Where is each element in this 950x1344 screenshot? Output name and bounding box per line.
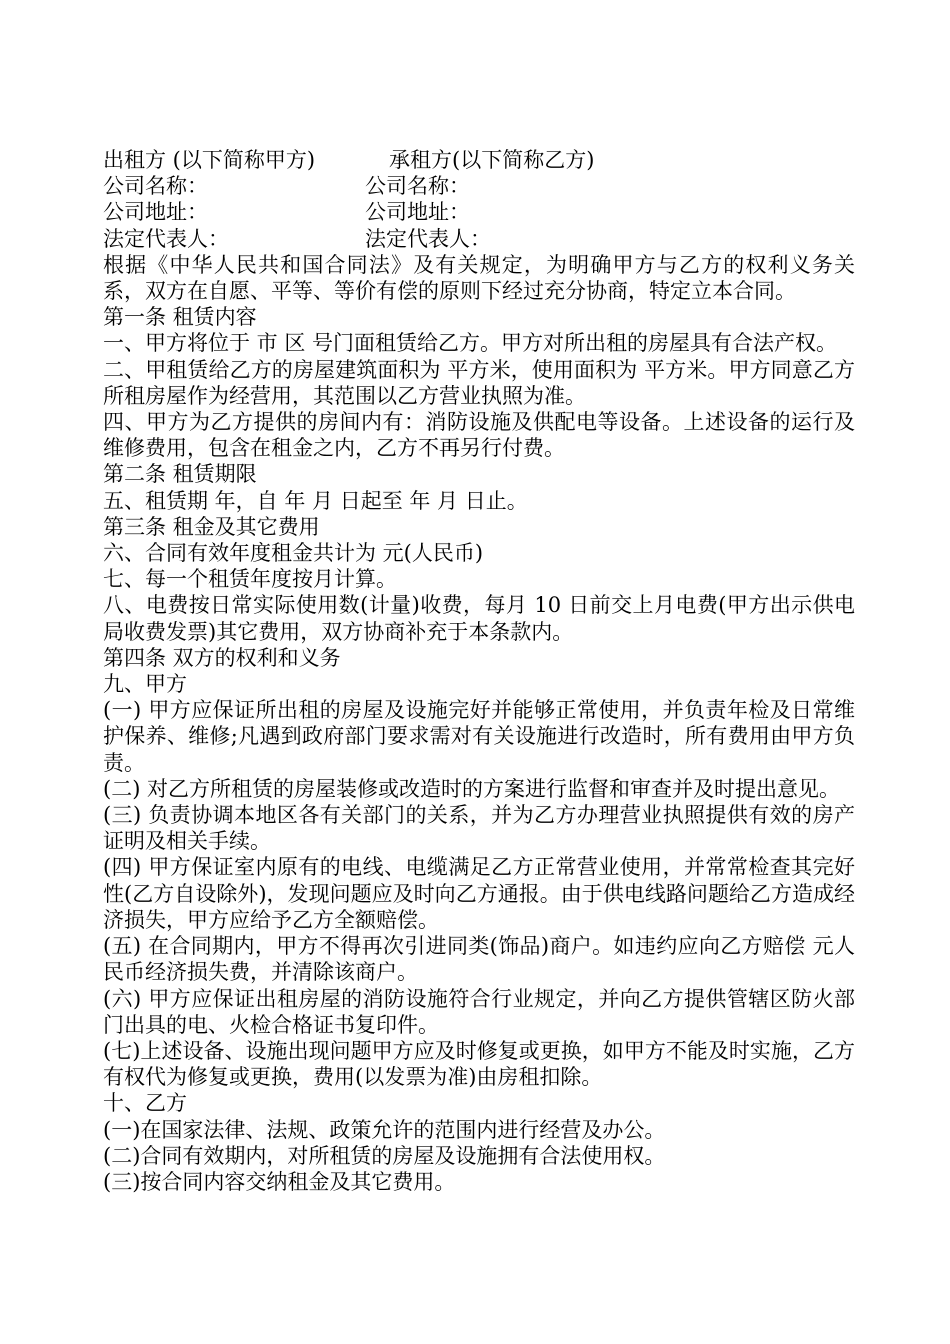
article-1-item: 二、甲租赁给乙方的房屋建筑面积为 平方米，使用面积为 平方米。甲方同意乙方所租房屋作为经营用，其范围以乙方营业执照为准。 <box>103 357 855 408</box>
article-3-item: 八、电费按日常实际使用数(计量)收费，每月 10 日前交上月电费(甲方出示供电局收费发票)其它费用，双方协商补充于本条款内。 <box>103 593 855 644</box>
contract-page <box>103 147 855 1195</box>
parties-header <box>103 147 855 173</box>
lessor-company-address-label: 公司地址： <box>103 200 208 225</box>
article-3-item: 七、每一个租赁年度按月计算。 <box>103 567 397 592</box>
party-b-item: (二)合同有效期内，对所租赁的房屋及设施拥有合法使用权。 <box>103 1143 666 1168</box>
party-a-item: (六) 甲方应保证出租房屋的消防设施符合行业规定，并向乙方提供管辖区防火部门出具的电、火检合格证书复印件。 <box>103 986 855 1037</box>
legal-rep-row <box>103 226 855 252</box>
party-a-item: (一) 甲方应保证所出租的房屋及设施完好并能够正常使用，并负责年检及日常维护保养、维修;凡遇到政府部门要求需对有关设施进行改造时，所有费用由甲方负责。 <box>103 698 855 775</box>
lessor-legal-rep-label: 法定代表人： <box>103 226 229 251</box>
article-1-item: 四、甲方为乙方提供的房间内有：消防设施及供配电等设备。上述设备的运行及维修费用，包含在租金之内，乙方不再另行付费。 <box>103 410 855 461</box>
party-b-item: (一)在国家法律、法规、政策允许的范围内进行经营及办公。 <box>103 1117 666 1142</box>
article-3-heading: 第三条 租金及其它费用 <box>103 514 320 539</box>
party-a-item: (三) 负责协调本地区各有关部门的关系，并为乙方办理营业执照提供有效的房产证明及相关手续。 <box>103 803 855 854</box>
article-1-item: 一、甲方将位于 市 区 号门面租赁给乙方。甲方对所出租的房屋具有合法产权。 <box>103 331 838 356</box>
article-3-item: 六、合同有效年度租金共计为 元(人民币) <box>103 541 484 566</box>
party-b-heading: 十、乙方 <box>103 1091 187 1116</box>
party-a-item: (二) 对乙方所租赁的房屋装修或改造时的方案进行监督和审查并及时提出意见。 <box>103 776 841 801</box>
lessee-company-name-label: 公司名称： <box>365 174 470 199</box>
article-1-heading: 第一条 租赁内容 <box>103 305 257 330</box>
party-b-item: (三)按合同内容交纳租金及其它费用。 <box>103 1169 456 1194</box>
article-4-heading: 第四条 双方的权利和义务 <box>103 645 341 670</box>
article-2-heading: 第二条 租赁期限 <box>103 462 257 487</box>
party-a-heading: 九、甲方 <box>103 672 187 697</box>
lessee-company-address-label: 公司地址： <box>365 200 470 225</box>
lessor-title: 出租方 (以下简称甲方) <box>103 148 316 172</box>
party-a-item: (七)上述设备、设施出现问题甲方应及时修复或更换，如甲方不能及时实施，乙方有权代为修复或更换，费用(以发票为准)由房租扣除。 <box>103 1038 855 1090</box>
preamble: 根据《中华人民共和国合同法》及有关规定，为明确甲方与乙方的权利义务关系，双方在自愿、平等、等价有偿的原则下经过充分协商，特定立本合同。 <box>103 252 855 304</box>
article-2-item: 五、租赁期 年，自 年 月 日起至 年 月 日止。 <box>103 488 528 513</box>
lessee-title: 承租方(以下简称乙方) <box>389 148 595 172</box>
company-name-row <box>103 173 855 199</box>
lessor-company-name-label: 公司名称： <box>103 174 208 199</box>
company-address-row <box>103 199 855 225</box>
party-a-item: (四) 甲方保证室内原有的电线、电缆满足乙方正常营业使用，并常常检查其完好性(乙方自设除外)，发现问题应及时向乙方通报。由于供电线路问题给乙方造成经济损失，甲方应给予乙方全额赔偿。 <box>103 855 855 932</box>
party-a-item: (五) 在合同期内，甲方不得再次引进同类(饰品)商户。如违约应向乙方赔偿 元人民币经济损失费，并清除该商户。 <box>103 934 855 985</box>
lessee-legal-rep-label: 法定代表人： <box>365 226 491 251</box>
